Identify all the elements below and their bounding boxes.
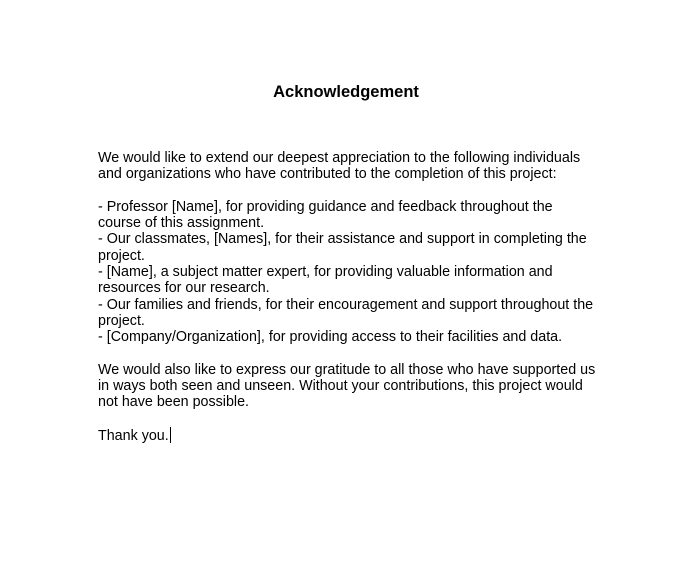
intro-line: and organizations who have contributed to the completion of this project:: [98, 166, 557, 183]
list-line: project.: [98, 247, 145, 264]
list-line: - Our families and friends, for their encouragement and support throughout the: [98, 296, 594, 313]
acknowledgement-list: [98, 199, 618, 346]
document-body[interactable]: [98, 150, 618, 444]
list-line: - [Name], a subject matter expert, for providing valuable information and: [98, 264, 553, 281]
list-line: resources for our research.: [98, 280, 270, 297]
intro-paragraph: [98, 150, 618, 183]
list-line: - [Company/Organization], for providing access to their facilities and data.: [98, 329, 563, 346]
closing-line: in ways both seen and unseen. Without your contributions, this project would: [98, 378, 583, 395]
paragraph-spacer: [98, 346, 618, 362]
paragraph-spacer: [98, 183, 618, 199]
closing-line: We would also like to express our gratitude to all those who have supported us: [98, 361, 596, 378]
document-title: Acknowledgement: [273, 83, 419, 101]
closing-line: not have been possible.: [98, 394, 250, 411]
signoff-line: [98, 427, 618, 444]
list-line: course of this assignment.: [98, 215, 265, 232]
paragraph-spacer: [98, 411, 618, 427]
signoff-text: Thank you.: [98, 428, 169, 445]
list-line: - Our classmates, [Names], for their assistance and support in completing the: [98, 231, 587, 248]
text-cursor: [170, 427, 171, 443]
intro-line: We would like to extend our deepest appreciation to the following individuals: [98, 150, 581, 166]
list-line: project.: [98, 312, 145, 329]
list-line: - Professor [Name], for providing guidance and feedback throughout the: [98, 198, 553, 215]
closing-paragraph: [98, 362, 618, 411]
